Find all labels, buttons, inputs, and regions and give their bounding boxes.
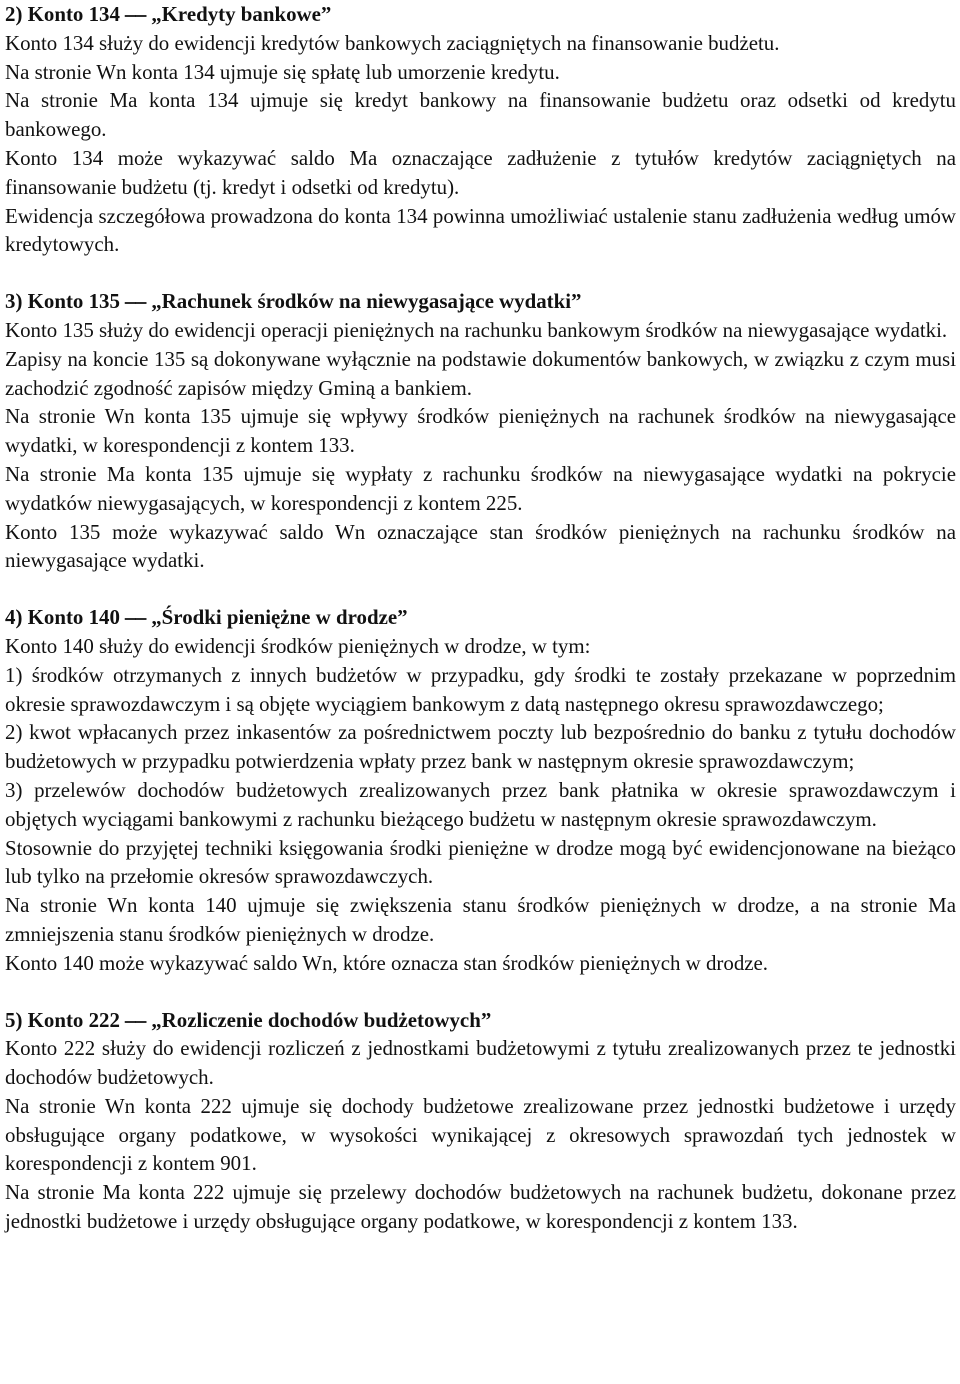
paragraph: Ewidencja szczegółowa prowadzona do konta 134 powinna umożliwiać ustalenie stanu zadłużenia według umów kredytowych. [5, 203, 956, 257]
section-heading: 2) Konto 134 ⎯⎯ „Kredyty bankowe” [5, 2, 332, 26]
paragraph: Na stronie Ma konta 135 ujmuje się wypłaty z rachunku środków na niewygasające wydatki na pokrycie wydatków niewygasających, w korespondencji z kontem 225. [5, 461, 956, 515]
paragraph: Zapisy na koncie 135 są dokonywane wyłącznie na podstawie dokumentów bankowych, w związku z czym musi zachodzić zgodność zapisów między Gminą a bankiem. [5, 346, 956, 400]
section-heading: 5) Konto 222 ⎯⎯ „Rozliczenie dochodów budżetowych” [5, 1007, 492, 1032]
list-item: 3) przelewów dochodów budżetowych zrealizowanych przez bank płatnika w okresie sprawozdawczym i objętych wyciągami bankowymi z rachunku bieżącego budżetu w następnym okresie sprawozdawczym. [5, 777, 956, 831]
paragraph: Na stronie Wn konta 140 ujmuje się zwiększenia stanu środków pieniężnych w drodze, a na stronie Ma zmniejszenia stanu środków pieniężnych w drodze. [5, 893, 956, 946]
paragraph: Na stronie Wn konta 222 ujmuje się dochody budżetowe zrealizowane przez jednostki budżetowe i urzędy obsługujące organy podatkowe, w wysokości wynikającej z okresowych sprawozdań tych jednostek w korespondencji z kontem 901. [5, 1093, 956, 1176]
paragraph: Na stronie Wn konta 134 ujmuje się spłatę lub umorzenie kredytu. [5, 59, 560, 84]
paragraph: Konto 134 służy do ewidencji kredytów bankowych zaciągniętych na finansowanie budżetu. [5, 30, 780, 55]
paragraph: Konto 140 może wykazywać saldo Wn, które oznacza stan środków pieniężnych w drodze. [5, 950, 769, 975]
section-konto-222 [5, 1006, 956, 1236]
paragraph: Na stronie Ma konta 222 ujmuje się przelewy dochodów budżetowych na rachunek budżetu, dokonane przez jednostki budżetowe i urzędy obsługujące organy podatkowe, w korespondencji z kontem 133. [5, 1180, 956, 1234]
paragraph: Konto 135 może wykazywać saldo Wn oznaczające stan środków pieniężnych na rachunku środków na niewygasające wydatki. [5, 519, 956, 573]
section-heading: 3) Konto 135 ⎯⎯ „Rachunek środków na niewygasające wydatki” [5, 289, 582, 314]
paragraph: Na stronie Ma konta 134 ujmuje się kredyt bankowy na finansowanie budżetu oraz odsetki od kredytu bankowego. [5, 88, 956, 142]
list-item: 2) kwot wpłacanych przez inkasentów za pośrednictwem poczty lub bezpośrednio do banku z tytułu dochodów budżetowych w przypadku potwierdzenia wpłaty przez bank w następnym okresie sprawozdawczym; [5, 720, 956, 774]
paragraph: Konto 135 służy do ewidencji operacji pieniężnych na rachunku bankowym środków na niewygasające wydatki. [5, 317, 948, 342]
paragraph: Na stronie Wn konta 135 ujmuje się wpływy środków pieniężnych na rachunek środków na niewygasające wydatki, w korespondencji z kontem 133. [5, 404, 956, 458]
paragraph: Konto 222 służy do ewidencji rozliczeń z jednostkami budżetowymi z tytułu zrealizowanych przez te jednostki dochodów budżetowych. [5, 1036, 956, 1090]
section-konto-134 [5, 0, 956, 259]
section-heading: 4) Konto 140 ⎯⎯ „Środki pieniężne w drodze” [5, 605, 408, 630]
section-konto-135 [5, 287, 956, 575]
section-konto-140 [5, 603, 956, 977]
paragraph: Konto 134 może wykazywać saldo Ma oznaczające zadłużenie z tytułów kredytów zaciągniętych na finansowanie budżetu (tj. kredyt i odsetki od kredytu). [5, 145, 956, 199]
paragraph: Stosownie do przyjętej techniki księgowania środki pieniężne w drodze mogą być ewidencjonowane na bieżąco lub tylko na przełomie okresów sprawozdawczych. [5, 835, 956, 889]
list-item: 1) środków otrzymanych z innych budżetów w przypadku, gdy środki te zostały przekazane w poprzednim okresie sprawozdawczym i są objęte wyciągiem bankowym z datą następnego okresu sprawozdawczego; [5, 662, 956, 716]
paragraph: Konto 140 służy do ewidencji środków pieniężnych w drodze, w tym: [5, 633, 591, 658]
